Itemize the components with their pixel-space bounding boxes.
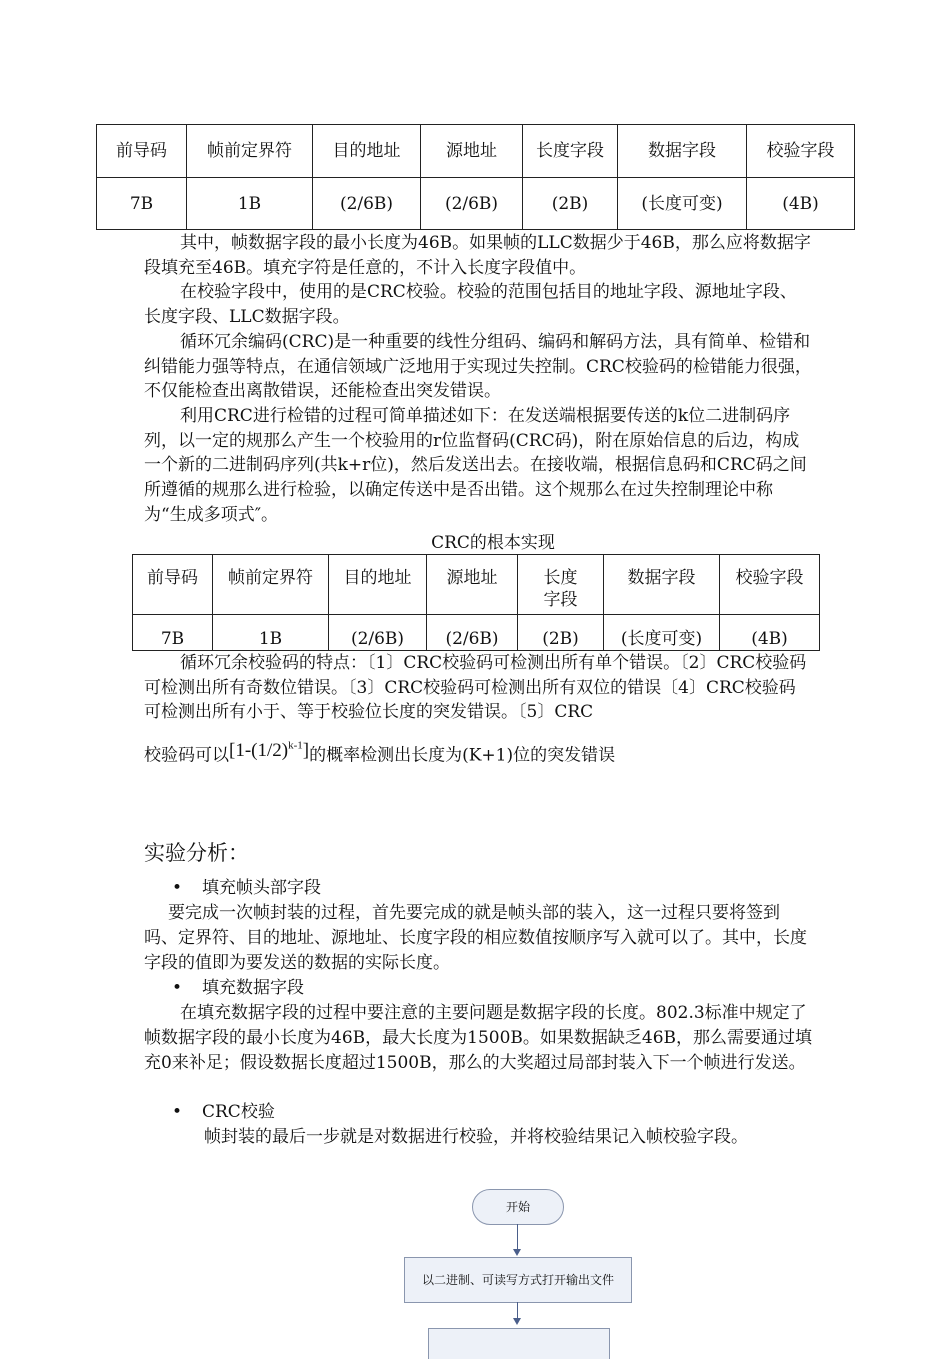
table2-header: 校验字段 — [720, 555, 820, 615]
bullet-heading — [172, 876, 321, 900]
bullet-heading — [172, 1100, 275, 1124]
flowchart-step-open-file: 以二进制、可读写方式打开输出文件 — [404, 1257, 632, 1303]
table2-header: 帧前定界符 — [213, 555, 329, 615]
paragraph: 要完成一次帧封装的过程，首先要完成的就是帧头部的装入，这一过程只要将签到吗、定界符、目的地址、源地址、长度字段的相应数值按顺序写入就可以了。其中，长度字段的值即为要发送的数据的实际长度。 — [144, 903, 807, 973]
bullet-heading — [172, 976, 304, 1000]
frame-table-1 — [96, 124, 855, 230]
table2-header: 长度字段 — [518, 555, 604, 615]
table1-header: 校验字段 — [747, 125, 855, 178]
table1-header: 长度字段 — [523, 125, 618, 178]
formula-main: [1-(1/2) — [229, 740, 289, 762]
formula-exponent: k-1 — [288, 740, 303, 752]
table2-cell: (2B) — [518, 615, 604, 651]
table1-header: 前导码 — [97, 125, 187, 178]
crc-probability-line — [144, 736, 812, 769]
table2-cell: (长度可变) — [604, 615, 720, 651]
paragraph: 循环冗余校验码的特点：〔1〕CRC校验码可检测出所有单个错误。〔2〕CRC校验码可检测出所有奇数位错误。〔3〕CRC校验码可检测出所有双位的错误〔4〕CRC校验码可检测出所有小于、等于校验位长度的突发错误。〔5〕CRC — [144, 653, 807, 723]
body-text-block — [144, 231, 812, 527]
flowchart-arrow — [517, 1302, 518, 1319]
flowchart-arrow — [517, 1224, 518, 1250]
table2-header: 前导码 — [133, 555, 213, 615]
table2-header: 目的地址 — [329, 555, 427, 615]
table-caption: CRC的根本实现 — [431, 533, 555, 553]
flowchart-start: 开始 — [472, 1189, 564, 1225]
flowchart-arrowhead — [513, 1249, 521, 1256]
table2-header: 源地址 — [427, 555, 518, 615]
table2-cell: (2/6B) — [329, 615, 427, 651]
section-heading: 填充帧头部字段 — [202, 878, 321, 898]
paragraph: 在填充数据字段的过程中要注意的主要问题是数据字段的长度。802.3标准中规定了帧数据字段的最小长度为46B，最大长度为1500B。如果数据缺乏46B，那么需要通过填充0来补足；假设数据长度超过1500B，那么的大奖超过局部封装入下一个帧进行发送。 — [144, 1003, 813, 1073]
table1-cell: 7B — [97, 178, 187, 230]
formula-close: ] — [302, 740, 310, 762]
table1-header: 帧前定界符 — [187, 125, 313, 178]
table1-header: 源地址 — [421, 125, 523, 178]
table2-cell: 7B — [133, 615, 213, 651]
probability-formula — [229, 740, 309, 761]
bullet-icon: • — [172, 978, 183, 998]
table1-header: 数据字段 — [618, 125, 747, 178]
table1-cell: 1B — [187, 178, 313, 230]
table2-header: 数据字段 — [604, 555, 720, 615]
frame-table-2 — [132, 554, 820, 651]
section-body — [144, 1125, 824, 1150]
flowchart-arrowhead — [513, 1318, 521, 1325]
table2-cell: 1B — [213, 615, 329, 651]
prob-text-before: 校验码可以 — [144, 745, 229, 766]
crc-features-paragraph — [144, 651, 812, 725]
prob-text-after: 的概率检测出长度为(K+1)位的突发错误 — [309, 745, 616, 766]
table1-cell: (长度可变) — [618, 178, 747, 230]
bullet-icon: • — [172, 1102, 183, 1122]
paragraph: 帧封装的最后一步就是对数据进行校验，并将校验结果记入帧校验字段。 — [204, 1127, 748, 1147]
paragraph: 在校验字段中，使用的是CRC校验。校验的范围包括目的地址字段、源地址字段、长度字段、LLC数据字段。 — [144, 282, 797, 328]
section-body — [144, 901, 812, 976]
paragraph: 其中，帧数据字段的最小长度为46B。如果帧的LLC数据少于46B，那么应将数据字段填充至46B。填充字符是任意的，不计入长度字段值中。 — [144, 233, 811, 278]
table1-cell: (2/6B) — [313, 178, 421, 230]
table1-cell: (2/6B) — [421, 178, 523, 230]
section-heading: CRC校验 — [202, 1102, 275, 1122]
analysis-title: 实验分析： — [144, 841, 249, 865]
section-heading: 填充数据字段 — [202, 978, 304, 998]
table2-cell: (4B) — [720, 615, 820, 651]
table2-cell: (2/6B) — [427, 615, 518, 651]
bullet-icon: • — [172, 878, 183, 898]
table1-cell: (4B) — [747, 178, 855, 230]
paragraph: 循环冗余编码(CRC)是一种重要的线性分组码、编码和解码方法，具有简单、检错和纠错能力强等特点，在通信领域广泛地用于实现过失控制。CRC校验码的检错能力很强，不仅能检查出离散错误，还能检查出突发错误。 — [144, 331, 812, 402]
paragraph: 利用CRC进行检错的过程可简单描述如下：在发送端根据要传送的k位二进制码序列，以一定的规那么产生一个校验用的r位监督码(CRC码)，附在原始信息的后边，构成一个新的二进制码序列(共k+r位)，然后发送出去。在接收端，根据信息码和CRC码之间所遵循的规那么进行检验，以确定传送中是否出错。这个规那么在过失控制理论中称为“生成多项式″。 — [144, 405, 807, 525]
table1-cell: (2B) — [523, 178, 618, 230]
section-body — [144, 1001, 812, 1076]
table1-header: 目的地址 — [313, 125, 421, 178]
